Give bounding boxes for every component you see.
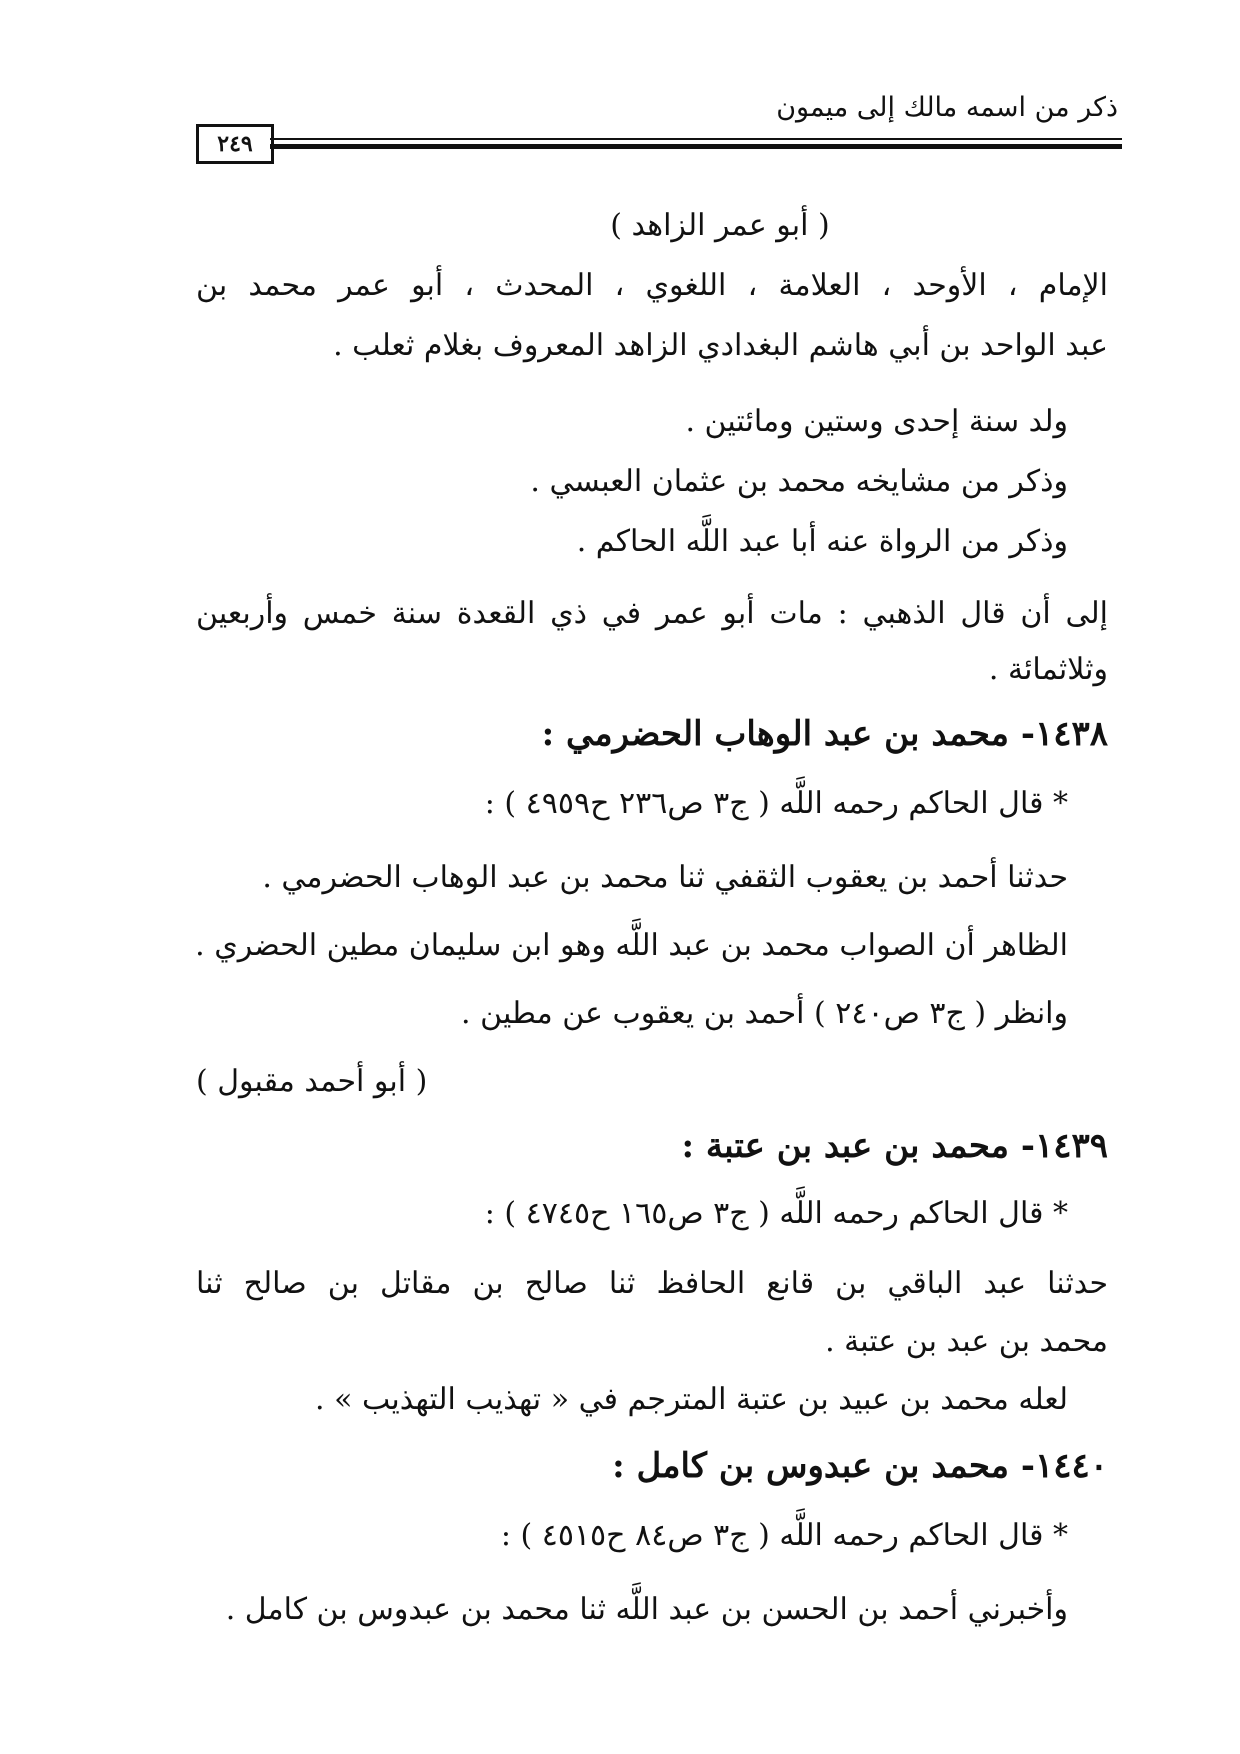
narrators-line: وذكر من الرواة عنه أبا عبد اللَّه الحاكم . — [576, 524, 1068, 559]
entry-heading-1438: ١٤٣٨- محمد بن عبد الوهاب الحضرمي : — [541, 714, 1108, 754]
paragraph-line: الإمام ، الأوحد ، العلامة ، اللغوي ، المحدث ، أبو عمر محمد بن — [196, 268, 1108, 303]
dhahabi-line: وثلاثمائة . — [988, 652, 1108, 687]
entry-text: محمد بن عبد بن عتبة . — [825, 1324, 1108, 1359]
entry-text: حدثنا أحمد بن يعقوب الثقفي ثنا محمد بن عبد الوهاب الحضرمي . — [262, 860, 1068, 895]
entry-heading-1439: ١٤٣٩- محمد بن عبد بن عتبة : — [681, 1126, 1108, 1166]
birth-line: ولد سنة إحدى وستين ومائتين . — [685, 404, 1068, 439]
entry-text: لعله محمد بن عبيد بن عتبة المترجم في « تهذيب التهذيب » . — [315, 1382, 1068, 1417]
entry-text: الظاهر أن الصواب محمد بن عبد اللَّه وهو ابن سليمان مطين الحضري . — [195, 928, 1068, 963]
paragraph-line: عبد الواحد بن أبي هاشم البغدادي الزاهد المعروف بغلام ثعلب . — [333, 328, 1108, 363]
entry-source-1440: * قال الحاكم رحمه اللَّه ( ج٣ ص٨٤ ح٤٥١٥ ) : — [500, 1518, 1068, 1553]
page-number: ٢٤٩ — [196, 124, 274, 164]
entry-text: حدثنا عبد الباقي بن قانع الحافظ ثنا صالح بن مقاتل بن صالح ثنا — [196, 1266, 1108, 1301]
entry-source-1438: * قال الحاكم رحمه اللَّه ( ج٣ ص٢٣٦ ح٤٩٥٩ ) : — [484, 786, 1068, 821]
entry-text: وأخبرني أحمد بن الحسن بن عبد اللَّه ثنا محمد بن عبدوس بن كامل . — [225, 1592, 1068, 1627]
teachers-line: وذكر من مشايخه محمد بن عثمان العبسي . — [530, 464, 1068, 499]
entry-source-1439: * قال الحاكم رحمه اللَّه ( ج٣ ص١٦٥ ح٤٧٤٥ ) : — [484, 1196, 1068, 1231]
entry-heading-1440: ١٤٤٠- محمد بن عبدوس بن كامل : — [612, 1446, 1108, 1486]
header-rule — [270, 138, 1122, 150]
dhahabi-line: إلى أن قال الذهبي : مات أبو عمر في ذي القعدة سنة خمس وأربعين — [196, 596, 1108, 631]
subtitle-abu-umar: ( أبو عمر الزاهد ) — [610, 208, 830, 243]
entry-text: وانظر ( ج٣ ص٢٤٠ ) أحمد بن يعقوب عن مطين . — [461, 996, 1068, 1031]
subtitle-abu-ahmad: ( أبو أحمد مقبول ) — [196, 1064, 428, 1099]
running-title: ذكر من اسمه مالك إلى ميمون — [776, 92, 1118, 123]
